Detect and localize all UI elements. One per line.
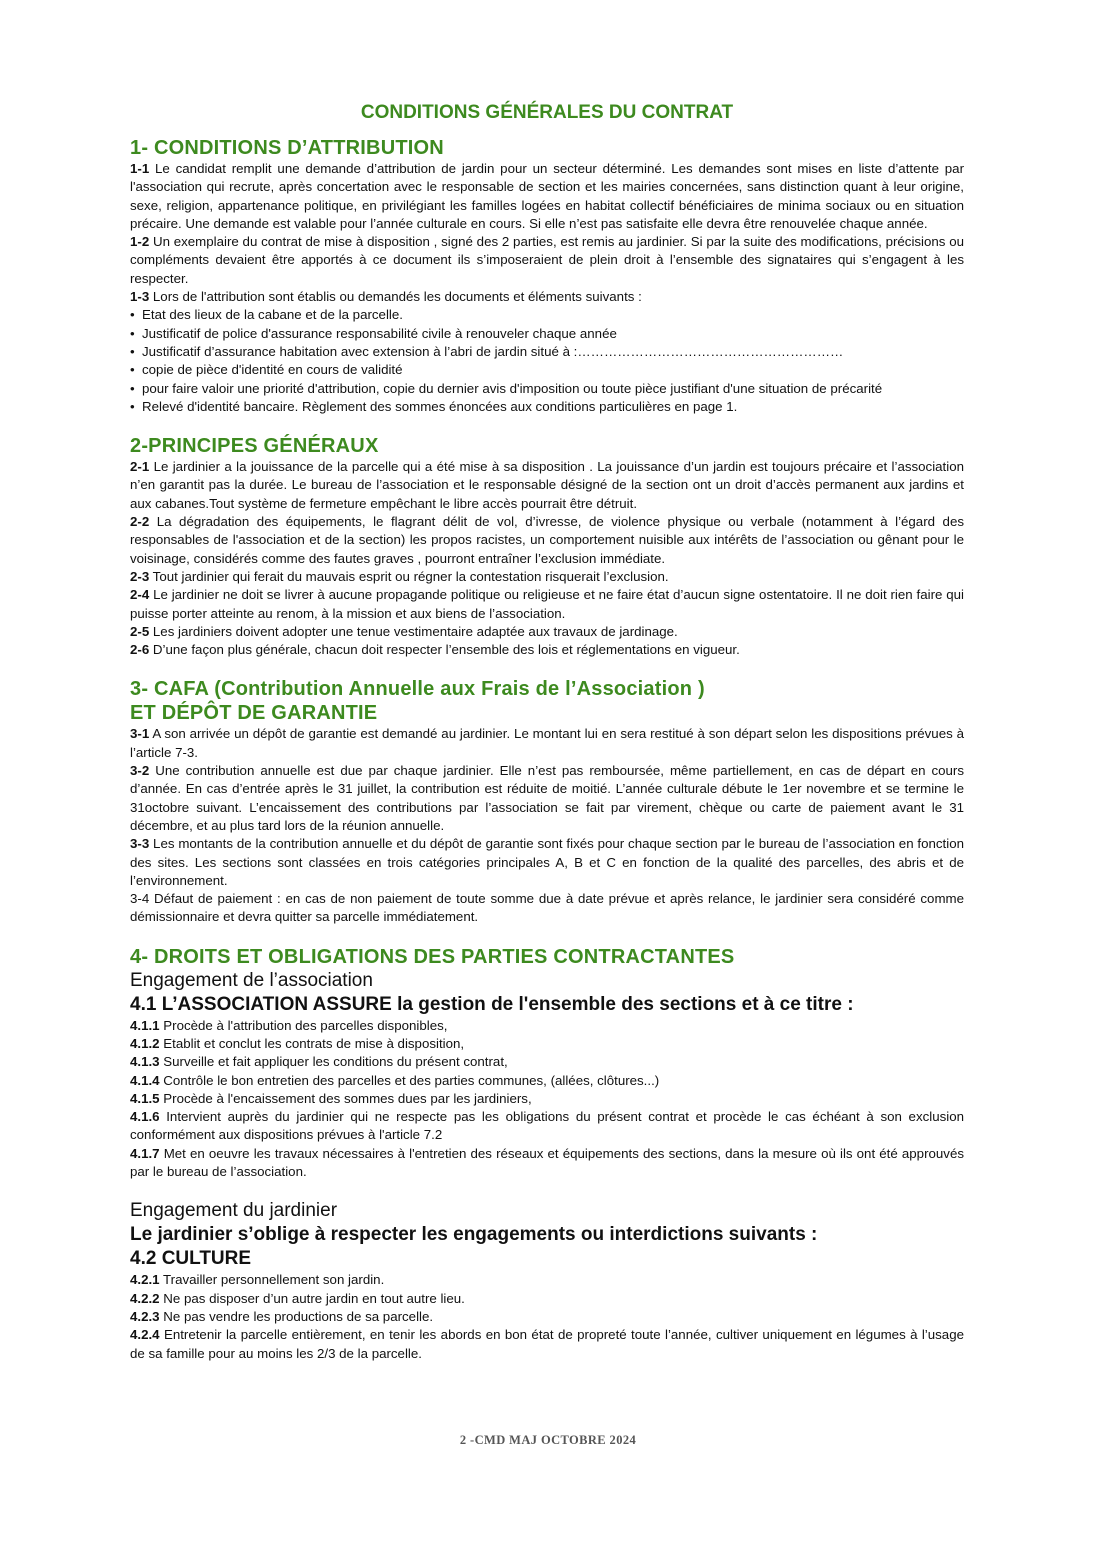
paragraph-number: 2-6 bbox=[130, 642, 150, 658]
item-text: Surveille et fait appliquer les conditions du présent contrat, bbox=[159, 1054, 508, 1070]
item-number: 4.1.2 bbox=[130, 1035, 160, 1051]
paragraph-text: Une contribution annuelle est due par chaque jardinier. Elle n’est pas remboursée, même partiellement, en cas de départ en cours d’année. En cas d’entrée après le 31 juillet, la contribution est réduite de moitié. L’année culturale débute le 1er novembre et se termine le 31octobre suivant. L’encaissement des contributions par l’association se fait par virement, chèque ou carte de paiement avant le 31 décembre, et au plus tard lors de la réunion annuelle. bbox=[130, 763, 964, 833]
paragraph-text: Tout jardinier qui ferait du mauvais esprit ou régner la contestation risquerait l’exclusion. bbox=[149, 568, 669, 584]
paragraph-2-2 bbox=[130, 513, 964, 568]
item-text: Etablit et conclut les contrats de mise à disposition, bbox=[159, 1035, 465, 1051]
section-3-heading-prefix: 3- CAFA ( bbox=[130, 678, 222, 701]
list-item: • Etat des lieux de la cabane et de la parcelle. bbox=[130, 306, 964, 324]
article-4-2-list bbox=[130, 1271, 964, 1362]
item-number: 4.1.1 bbox=[130, 1017, 160, 1033]
paragraph-1-1 bbox=[130, 160, 964, 233]
paragraph-number: 3-1 bbox=[130, 726, 150, 742]
document-title: CONDITIONS GÉNÉRALES DU CONTRAT bbox=[360, 102, 734, 123]
list-item bbox=[130, 1108, 964, 1145]
section-3-heading bbox=[130, 677, 964, 725]
paragraph-number: 1-3 bbox=[130, 289, 150, 305]
paragraph-2-4 bbox=[130, 586, 964, 623]
paragraph-3-2 bbox=[130, 762, 964, 835]
paragraph-2-5 bbox=[130, 623, 964, 641]
document-page bbox=[130, 100, 964, 1363]
paragraph-text: Lors de l'attribution sont établis ou demandés les documents et éléments suivants : bbox=[149, 289, 642, 305]
item-text: Procède à l'encaissement des sommes dues par les jardiniers, bbox=[159, 1090, 532, 1106]
paragraph-number: 1-2 bbox=[130, 234, 150, 250]
item-text: Intervient auprès du jardinier qui ne respecte pas les obligations du présent contrat et procède le cas échéant à son exclusion conformément aux dispositions prévues à l'article 7.2 bbox=[130, 1109, 964, 1143]
item-number: 4.1.4 bbox=[130, 1072, 160, 1088]
list-item bbox=[130, 1290, 964, 1308]
list-item bbox=[130, 1035, 964, 1053]
item-number: 4.2.4 bbox=[130, 1327, 160, 1343]
section-1-heading: 1- CONDITIONS D’ATTRIBUTION bbox=[130, 137, 444, 159]
paragraph-text: D’une façon plus générale, chacun doit respecter l’ensemble des lois et réglementations en vigueur. bbox=[149, 642, 740, 658]
paragraph-text: A son arrivée un dépôt de garantie est demandé au jardinier. Le montant lui en sera restitué à son départ selon les dispositions prévues à l’article 7-3. bbox=[130, 726, 964, 760]
list-item bbox=[130, 1090, 964, 1108]
paragraph-number: 3-2 bbox=[130, 763, 150, 779]
paragraph-number: 2-2 bbox=[130, 514, 150, 530]
documents-list bbox=[130, 306, 964, 416]
paragraph-3-3 bbox=[130, 835, 964, 890]
item-text: Ne pas disposer d’un autre jardin en tout autre lieu. bbox=[159, 1290, 465, 1306]
item-text: Contrôle le bon entretien des parcelles et des parties communes, (allées, clôtures...) bbox=[159, 1072, 660, 1088]
item-text: Met en oeuvre les travaux nécessaires à l'entretien des réseaux et équipements des sections, dans la mesure où ils ont été approuvés par le bureau de l’association. bbox=[130, 1145, 964, 1180]
item-number: 4.1.3 bbox=[130, 1054, 160, 1070]
paragraph-text: Un exemplaire du contrat de mise à disposition , signé des 2 parties, est remis au jardinier. Si par la suite des modifications, précisions ou compléments devaient être apportés à ce document ils s’imposeraient de plein droit à l’ensemble des signataires qui s’engagent à les respecter. bbox=[130, 234, 964, 286]
list-item bbox=[130, 1326, 964, 1363]
paragraph-number: 2-5 bbox=[130, 623, 150, 639]
list-item bbox=[130, 1072, 964, 1090]
paragraph-text: Le jardinier ne doit se livrer à aucune propagande politique ou religieuse et ne faire état d’aucun signe ostentatoire. Il ne doit rien faire qui puisse porter atteinte au renom, à la mission et aux biens de l’association. bbox=[130, 587, 964, 621]
item-number: 4.1.5 bbox=[130, 1090, 160, 1106]
paragraph-3-1 bbox=[130, 725, 964, 762]
list-item bbox=[130, 1017, 964, 1035]
engagement-association-heading: Engagement de l’association bbox=[130, 969, 373, 991]
list-item: • Justificatif d’assurance habitation avec extension à l’abri de jardin situé à :…………………………………………………… bbox=[130, 343, 964, 361]
item-number: 4.1.6 bbox=[130, 1109, 160, 1125]
item-number: 4.2.1 bbox=[130, 1272, 160, 1288]
paragraph-2-3 bbox=[130, 568, 964, 586]
article-4-1-heading: 4.1 L’ASSOCIATION ASSURE la gestion de l'ensemble des sections et à ce titre : bbox=[130, 993, 854, 1015]
paragraph-number: 1-1 bbox=[130, 161, 150, 176]
section-3-heading-expansion: Contribution Annuelle aux Frais de l’Association ) bbox=[221, 678, 705, 701]
section-3-heading-line2: ET DÉPÔT DE GARANTIE bbox=[130, 702, 378, 725]
paragraph-text: Les jardiniers doivent adopter une tenue vestimentaire adaptée aux travaux de jardinage. bbox=[149, 623, 678, 639]
paragraph-3-4: 3-4 Défaut de paiement : en cas de non paiement de toute somme due à date prévue et après relance, le jardinier sera considéré comme démissionnaire et devra quitter sa parcelle immédiatement. bbox=[130, 891, 964, 925]
paragraph-number: 2-1 bbox=[130, 459, 150, 475]
paragraph-text: Les montants de la contribution annuelle et du dépôt de garantie sont fixés pour chaque section par le bureau de l’association en fonction des sites. Les sections sont classées en trois catégories principales A, B et C en fonction de la qualité des parcelles, des abris et de l’environnement. bbox=[130, 836, 964, 888]
item-number: 4.2.2 bbox=[130, 1290, 160, 1306]
section-4-heading: 4- DROITS ET OBLIGATIONS DES PARTIES CONTRACTANTES bbox=[130, 945, 735, 968]
paragraph-number: 2-4 bbox=[130, 587, 150, 603]
section-2-heading: 2-PRINCIPES GÉNÉRAUX bbox=[130, 435, 379, 458]
paragraph-1-2 bbox=[130, 233, 964, 288]
article-4-2-heading: 4.2 CULTURE bbox=[130, 1248, 252, 1270]
item-number: 4.1.7 bbox=[130, 1145, 160, 1161]
paragraph-text: La dégradation des équipements, le flagrant délit de vol, d’ivresse, de violence physique ou verbale (notamment à l’égard des responsables de l'association et de la section) les propos racistes, un comportement nuisible aux intérêts de l’association ou gênant pour le voisinage, considérés comme des fautes graves , pourront entraîner l’exclusion immédiate. bbox=[130, 514, 964, 566]
paragraph-2-1 bbox=[130, 458, 964, 513]
item-text: Entretenir la parcelle entièrement, en tenir les abords en bon état de propreté toute l’année, cultiver uniquement en légumes à l’usage de sa famille pour au moins les 2/3 de la parcelle. bbox=[130, 1327, 964, 1361]
paragraph-text: Le jardinier a la jouissance de la parcelle qui a été mise à sa disposition . La jouissance d’un jardin est toujours précaire et l’association n’en garantit pas la durée. Le bureau de l’association et le responsable désigné de la section ont un droit d’accès permanent aux jardins et aux cabanes.Tout système de fermeture empêchant le libre accès pourrait être détruit. bbox=[130, 459, 964, 511]
item-text: Procède à l'attribution des parcelles disponibles, bbox=[159, 1017, 448, 1033]
paragraph-2-6 bbox=[130, 641, 964, 659]
list-item: • Relevé d'identité bancaire. Règlement des sommes énoncées aux conditions particulières en page 1. bbox=[130, 398, 964, 416]
list-item bbox=[130, 1271, 964, 1289]
list-item: • pour faire valoir une priorité d'attribution, copie du dernier avis d'imposition ou toute pièce justifiant d'une situation de précarité bbox=[130, 380, 964, 398]
item-text: Ne pas vendre les productions de sa parcelle. bbox=[159, 1308, 434, 1324]
item-number: 4.2.3 bbox=[130, 1308, 160, 1324]
paragraph-1-3 bbox=[130, 288, 964, 306]
page-footer: 2 -CMD MAJ OCTOBRE 2024 bbox=[459, 1433, 637, 1447]
list-item: • Justificatif de police d'assurance responsabilité civile à renouveler chaque année bbox=[130, 325, 964, 343]
item-text: Travailler personnellement son jardin. bbox=[159, 1272, 385, 1288]
engagement-jardinier-heading: Engagement du jardinier bbox=[130, 1200, 338, 1222]
list-item bbox=[130, 1053, 964, 1071]
paragraph-number: 2-3 bbox=[130, 568, 150, 584]
list-item bbox=[130, 1308, 964, 1326]
list-item: • copie de pièce d'identité en cours de validité bbox=[130, 361, 964, 379]
article-4-1-list bbox=[130, 1017, 964, 1182]
paragraph-number: 3-3 bbox=[130, 836, 150, 852]
paragraph-text: Le candidat remplit une demande d’attribution de jardin pour un secteur déterminé. Les demandes sont mises en liste d’attente par l'association qui recrute, après concertation avec le responsable de section et les mairies concernées, sans distinction quant à leur origine, sexe, religion, appartenance politique, en privilégiant les familles logées en habitat collectif bénéficiaires de minima sociaux ou en situation précaire. Une demande est valable pour l’année culturale en cours. Si elle n’est pas satisfaite elle devra être renouvelée chaque année. bbox=[130, 161, 964, 231]
list-item bbox=[130, 1145, 964, 1182]
obligations-heading: Le jardinier s’oblige à respecter les engagements ou interdictions suivants : bbox=[130, 1224, 818, 1246]
